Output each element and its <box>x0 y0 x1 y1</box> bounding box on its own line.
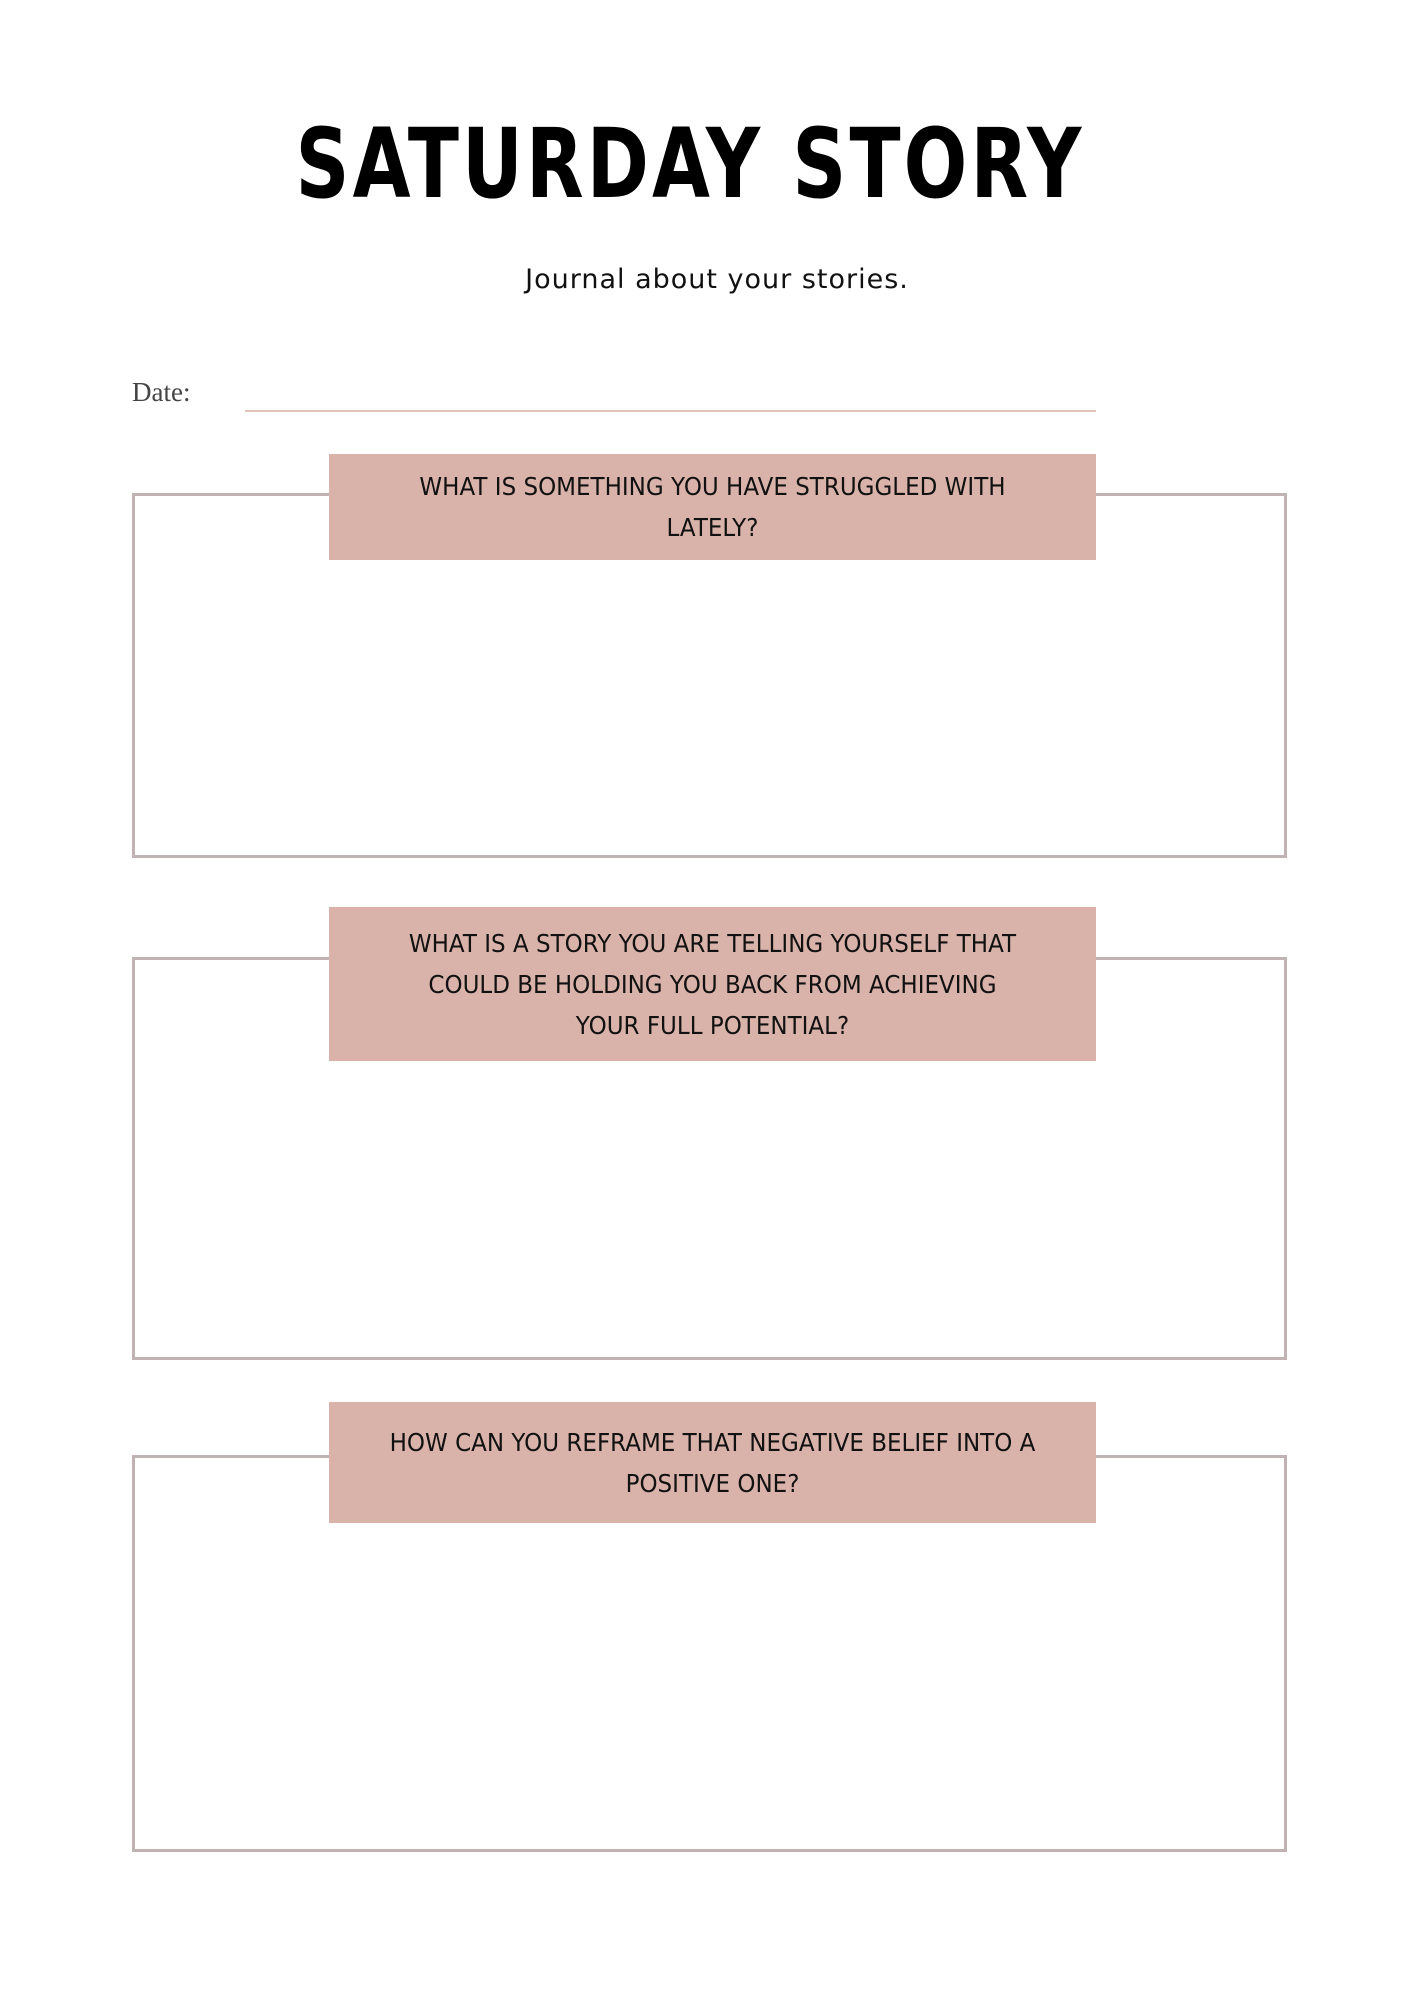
page-subtitle: Journal about your stories. <box>525 264 909 295</box>
page-title: SATURDAY STORY <box>295 108 1085 220</box>
prompt-label-2: WHAT IS A STORY YOU ARE TELLING YOURSELF THAT COULD BE HOLDING YOU BACK FROM ACHIEVING YOUR FULL POTENTIAL? <box>329 907 1096 1061</box>
prompt-label-3: HOW CAN YOU REFRAME THAT NEGATIVE BELIEF INTO A POSITIVE ONE? <box>329 1402 1096 1523</box>
prompt-label-1: WHAT IS SOMETHING YOU HAVE STRUGGLED WITH LATELY? <box>329 454 1096 560</box>
date-label: Date: <box>132 377 191 407</box>
date-input-line[interactable] <box>245 410 1096 412</box>
